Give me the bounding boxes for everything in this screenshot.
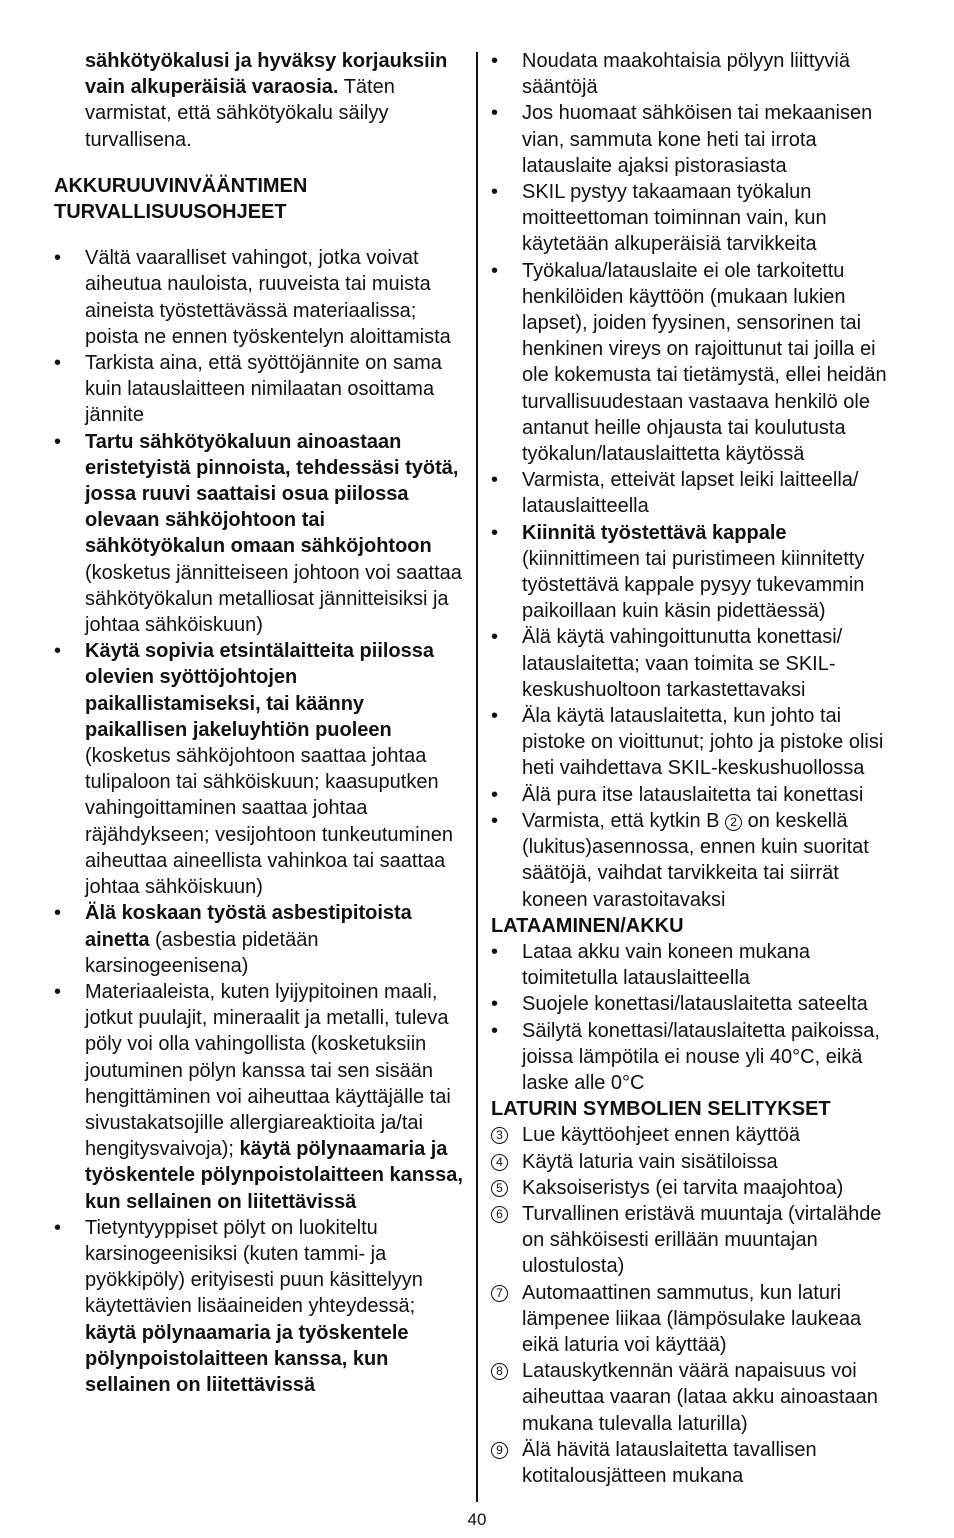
symbol-item (491, 1437, 903, 1489)
switch-list (491, 808, 903, 913)
symbol-text: Käytä laturia vain sisätiloissa (522, 1150, 778, 1173)
symbol-text: Kaksoiseristys (ei tarvita maajohtoa) (522, 1176, 844, 1199)
item-bold-text: Älä koskaan työstä asbestipitoista ainetta (85, 902, 412, 951)
item-text: Lataa akku vain koneen mukana toimitetulla latauslaitteella (522, 940, 810, 990)
switch-text-after: on keskellä (lukitus)asennossa, ennen kuin suoritat säätöjä, vaihdat tarvikkeita tai siirrät koneen varastoitavaksi (522, 809, 869, 911)
intro-text: Täten varmistat, että sähkötyökalu säilyy turvallisena. (85, 76, 395, 151)
item-text: Työkalua/latauslaite ei ole tarkoitettu henkilöiden käyttöön (mukaan lukien lapset), joiden fyysinen, sensorinen tai henkinen vireys on rajoittunut tai joilla ei ole kokemusta tai tietämystä, ellei heidän turvallisuudestaan vastaava henkilö ole antanut heille ohjausta tai koulutusta työkalun/latauslaittetta käytössä (522, 259, 887, 466)
list-item (491, 100, 903, 179)
list-item (491, 1018, 903, 1097)
item-text: Äla käytä latauslaitetta, kun johto tai pistoke on vioittunut; johto ja pistoke olisi heti vaihdettava SKIL-keskushuollossa (522, 705, 884, 780)
list-item (54, 350, 466, 429)
charging-list (491, 939, 903, 1096)
callout-number: 6 (491, 1206, 508, 1223)
item-text: (kosketus sähköjohtoon saattaa johtaa tulipaloon tai sähköiskuun; kaasuputken vahingoittaminen saattaa johtaa räjähdykseen; vesijohtoon tunkeutuminen aiheuttaa aineellista vahinkoa tai saattaa johtaa sähköiskuun) (85, 745, 454, 899)
intro-bold-text: sähkötyökalusi ja hyväksy korjauksiin vain alkuperäisiä varaosia. (85, 50, 448, 99)
list-item (54, 638, 466, 900)
item-text: Älä käytä vahingoittunutta konettasi/ latauslaitetta; vaan toimita se SKIL-keskushuoltoon tarkastettavaksi (522, 626, 843, 701)
list-item (54, 429, 466, 639)
bullet-icon: • (491, 521, 499, 544)
page-number: 40 (467, 1510, 487, 1529)
list-item (491, 703, 903, 782)
bullet-icon: • (54, 430, 62, 453)
list-item (491, 808, 903, 913)
callout-number: 5 (491, 1180, 508, 1197)
list-item (491, 782, 903, 808)
bullet-icon: • (491, 469, 499, 492)
bullet-icon: • (491, 940, 499, 963)
callout-number: 7 (491, 1285, 508, 1302)
item-text: Jos huomaat sähköisen tai mekaanisen vian, sammuta kone heti tai irrota latauslaite ajaksi pistorasiasta (522, 102, 873, 177)
bullet-icon: • (491, 626, 499, 649)
item-bold-text: käytä pölynaamaria ja työskentele pölynpoistolaitteen kanssa, kun sellainen on liitettävissä (85, 1321, 409, 1396)
list-item (54, 1215, 466, 1398)
symbol-text: Latauskytkennän väärä napaisuus voi aiheuttaa vaaran (lataa akku ainoastaan mukana tulevalla laturilla) (522, 1360, 878, 1435)
item-text: Tietyntyyppiset pölyt on luokiteltu karsinogeenisiksi (kuten tammi- ja pyökkipöly) erityisesti puun käsittelyyn käytettävien lisäaineiden yhteydessä; (85, 1216, 423, 1318)
bullet-icon: • (54, 640, 62, 663)
safety-list-continued (491, 48, 903, 808)
bullet-icon: • (54, 980, 62, 1003)
bullet-icon: • (54, 247, 62, 270)
bullet-icon: • (491, 993, 499, 1016)
item-bold-text: käytä pölynaamaria ja työskentele pölynpoistolaitteen kanssa, kun sellainen on liitettävissä (85, 1138, 463, 1213)
callout-number: 2 (725, 814, 742, 831)
safety-heading: AKKURUUVINVÄÄNTIMEN TURVALLISUUSOHJEET (54, 174, 308, 224)
item-bold-text: Tartu sähkötyökaluun ainoastaan eristetyistä pinnoista, tehdessäsi työtä, jossa ruuvi saattaisi osua piilossa olevaan sähköjohtoon tai sähkötyökalun omaan sähköjohtoon (85, 430, 459, 558)
bullet-icon: • (54, 1216, 62, 1239)
list-item (491, 467, 903, 519)
symbol-text: Lue käyttöohjeet ennen käyttöä (522, 1124, 800, 1147)
item-text: Noudata maakohtaisia pölyyn liittyviä sääntöjä (522, 50, 850, 99)
item-text: Tarkista aina, että syöttöjännite on sama kuin latauslaitteen nimilaatan osoittama jännite (85, 352, 442, 427)
symbols-list (491, 1122, 903, 1489)
list-item (491, 520, 903, 625)
symbol-text: Automaattinen sammutus, kun laturi lämpenee liikaa (lämpösulake laukeaa eikä laturia voi käyttää) (522, 1281, 862, 1356)
symbol-item (491, 1201, 903, 1280)
list-item (54, 979, 466, 1215)
item-text: SKIL pystyy takaamaan työkalun moitteettoman toiminnan vain, kun käytetään alkuperäisiä tarvikkeita (522, 181, 827, 256)
item-text: (kosketus jännitteiseen johtoon voi saattaa sähkötyökalun metalliosat jännitteisiksi ja johtaa sähköiskuun) (85, 561, 462, 637)
symbol-text: Turvallinen eristävä muuntaja (virtalähde on sähköisesti erillään muuntajan ulostulosta) (522, 1202, 882, 1278)
item-text: Materiaaleista, kuten lyijypitoinen maali, jotkut puulajit, mineraalit ja metalli, tuleva pöly voi olla vahingollista (kosketuksiin joutuminen pölyn kanssa tai sen sisään hengittäminen voi aiheuttaa käyttäjälle tai sivustakatsojille allergiareaktioita ja/tai hengitysvaivoja); (85, 980, 451, 1161)
list-item (54, 245, 466, 350)
symbol-text: Älä hävitä latauslaitetta tavallisen kotitalousjätteen mukana (522, 1438, 817, 1487)
bullet-icon: • (491, 102, 499, 125)
column-divider (476, 52, 478, 1502)
item-text: Älä pura itse latauslaitetta tai konettasi (522, 783, 864, 806)
safety-list (54, 245, 466, 1398)
item-text: Vältä vaaralliset vahingot, jotka voivat aiheutua nauloista, ruuveista tai muista aineista työstettävässä materiaalissa; poista ne ennen työskentelyn aloittamista (85, 247, 451, 348)
list-item (54, 900, 466, 979)
list-item (491, 179, 903, 258)
symbol-item (491, 1175, 903, 1201)
callout-number: 4 (491, 1154, 508, 1171)
bullet-icon: • (491, 259, 499, 282)
left-column (54, 48, 466, 1398)
bullet-icon: • (491, 1019, 499, 1042)
bullet-icon: • (54, 902, 62, 925)
bullet-icon: • (54, 352, 62, 375)
item-text: Varmista, etteivät lapset leiki laitteella/ latauslaitteella (522, 469, 859, 518)
item-text: Suojele konettasi/latauslaitetta sateelta (522, 993, 868, 1016)
switch-text-before: Varmista, että kytkin B (522, 809, 726, 832)
list-item (491, 258, 903, 468)
symbol-item (491, 1149, 903, 1175)
bullet-icon: • (491, 181, 499, 204)
symbol-item (491, 1280, 903, 1359)
right-column (491, 48, 903, 1489)
bullet-icon: • (491, 705, 499, 728)
charging-heading: LATAAMINEN/AKKU (491, 914, 684, 937)
item-bold-text: Käytä sopivia etsintälaitteita piilossa olevien syöttöjohtojen paikallistamiseksi, tai käänny paikallisen jakeluyhtiön puoleen (85, 640, 435, 741)
intro-paragraph (54, 48, 466, 153)
symbol-item (491, 1358, 903, 1437)
symbols-heading: LATURIN SYMBOLIEN SELITYKSET (491, 1098, 831, 1121)
symbol-item (491, 1122, 903, 1148)
item-bold-text: Kiinnitä työstettävä kappale (522, 521, 787, 544)
item-text: (asbestia pidetään karsinogeenisena) (85, 928, 319, 977)
list-item (491, 991, 903, 1017)
bullet-icon: • (491, 783, 499, 806)
callout-number: 9 (491, 1442, 508, 1459)
item-text: (kiinnittimeen tai puristimeen kiinnitetty työstettävä kappale pysyy tukevammin paikoillaan kuin käsin pidettäessä) (522, 547, 865, 623)
list-item (491, 624, 903, 703)
callout-number: 8 (491, 1363, 508, 1380)
bullet-icon: • (491, 809, 499, 832)
bullet-icon: • (491, 50, 499, 72)
callout-number: 3 (491, 1127, 508, 1144)
item-text: Säilytä konettasi/latauslaitetta paikoissa, joissa lämpötila ei nouse yli 40°C, eikä laske alle 0°C (522, 1019, 880, 1094)
list-item (491, 48, 903, 100)
list-item (491, 939, 903, 991)
